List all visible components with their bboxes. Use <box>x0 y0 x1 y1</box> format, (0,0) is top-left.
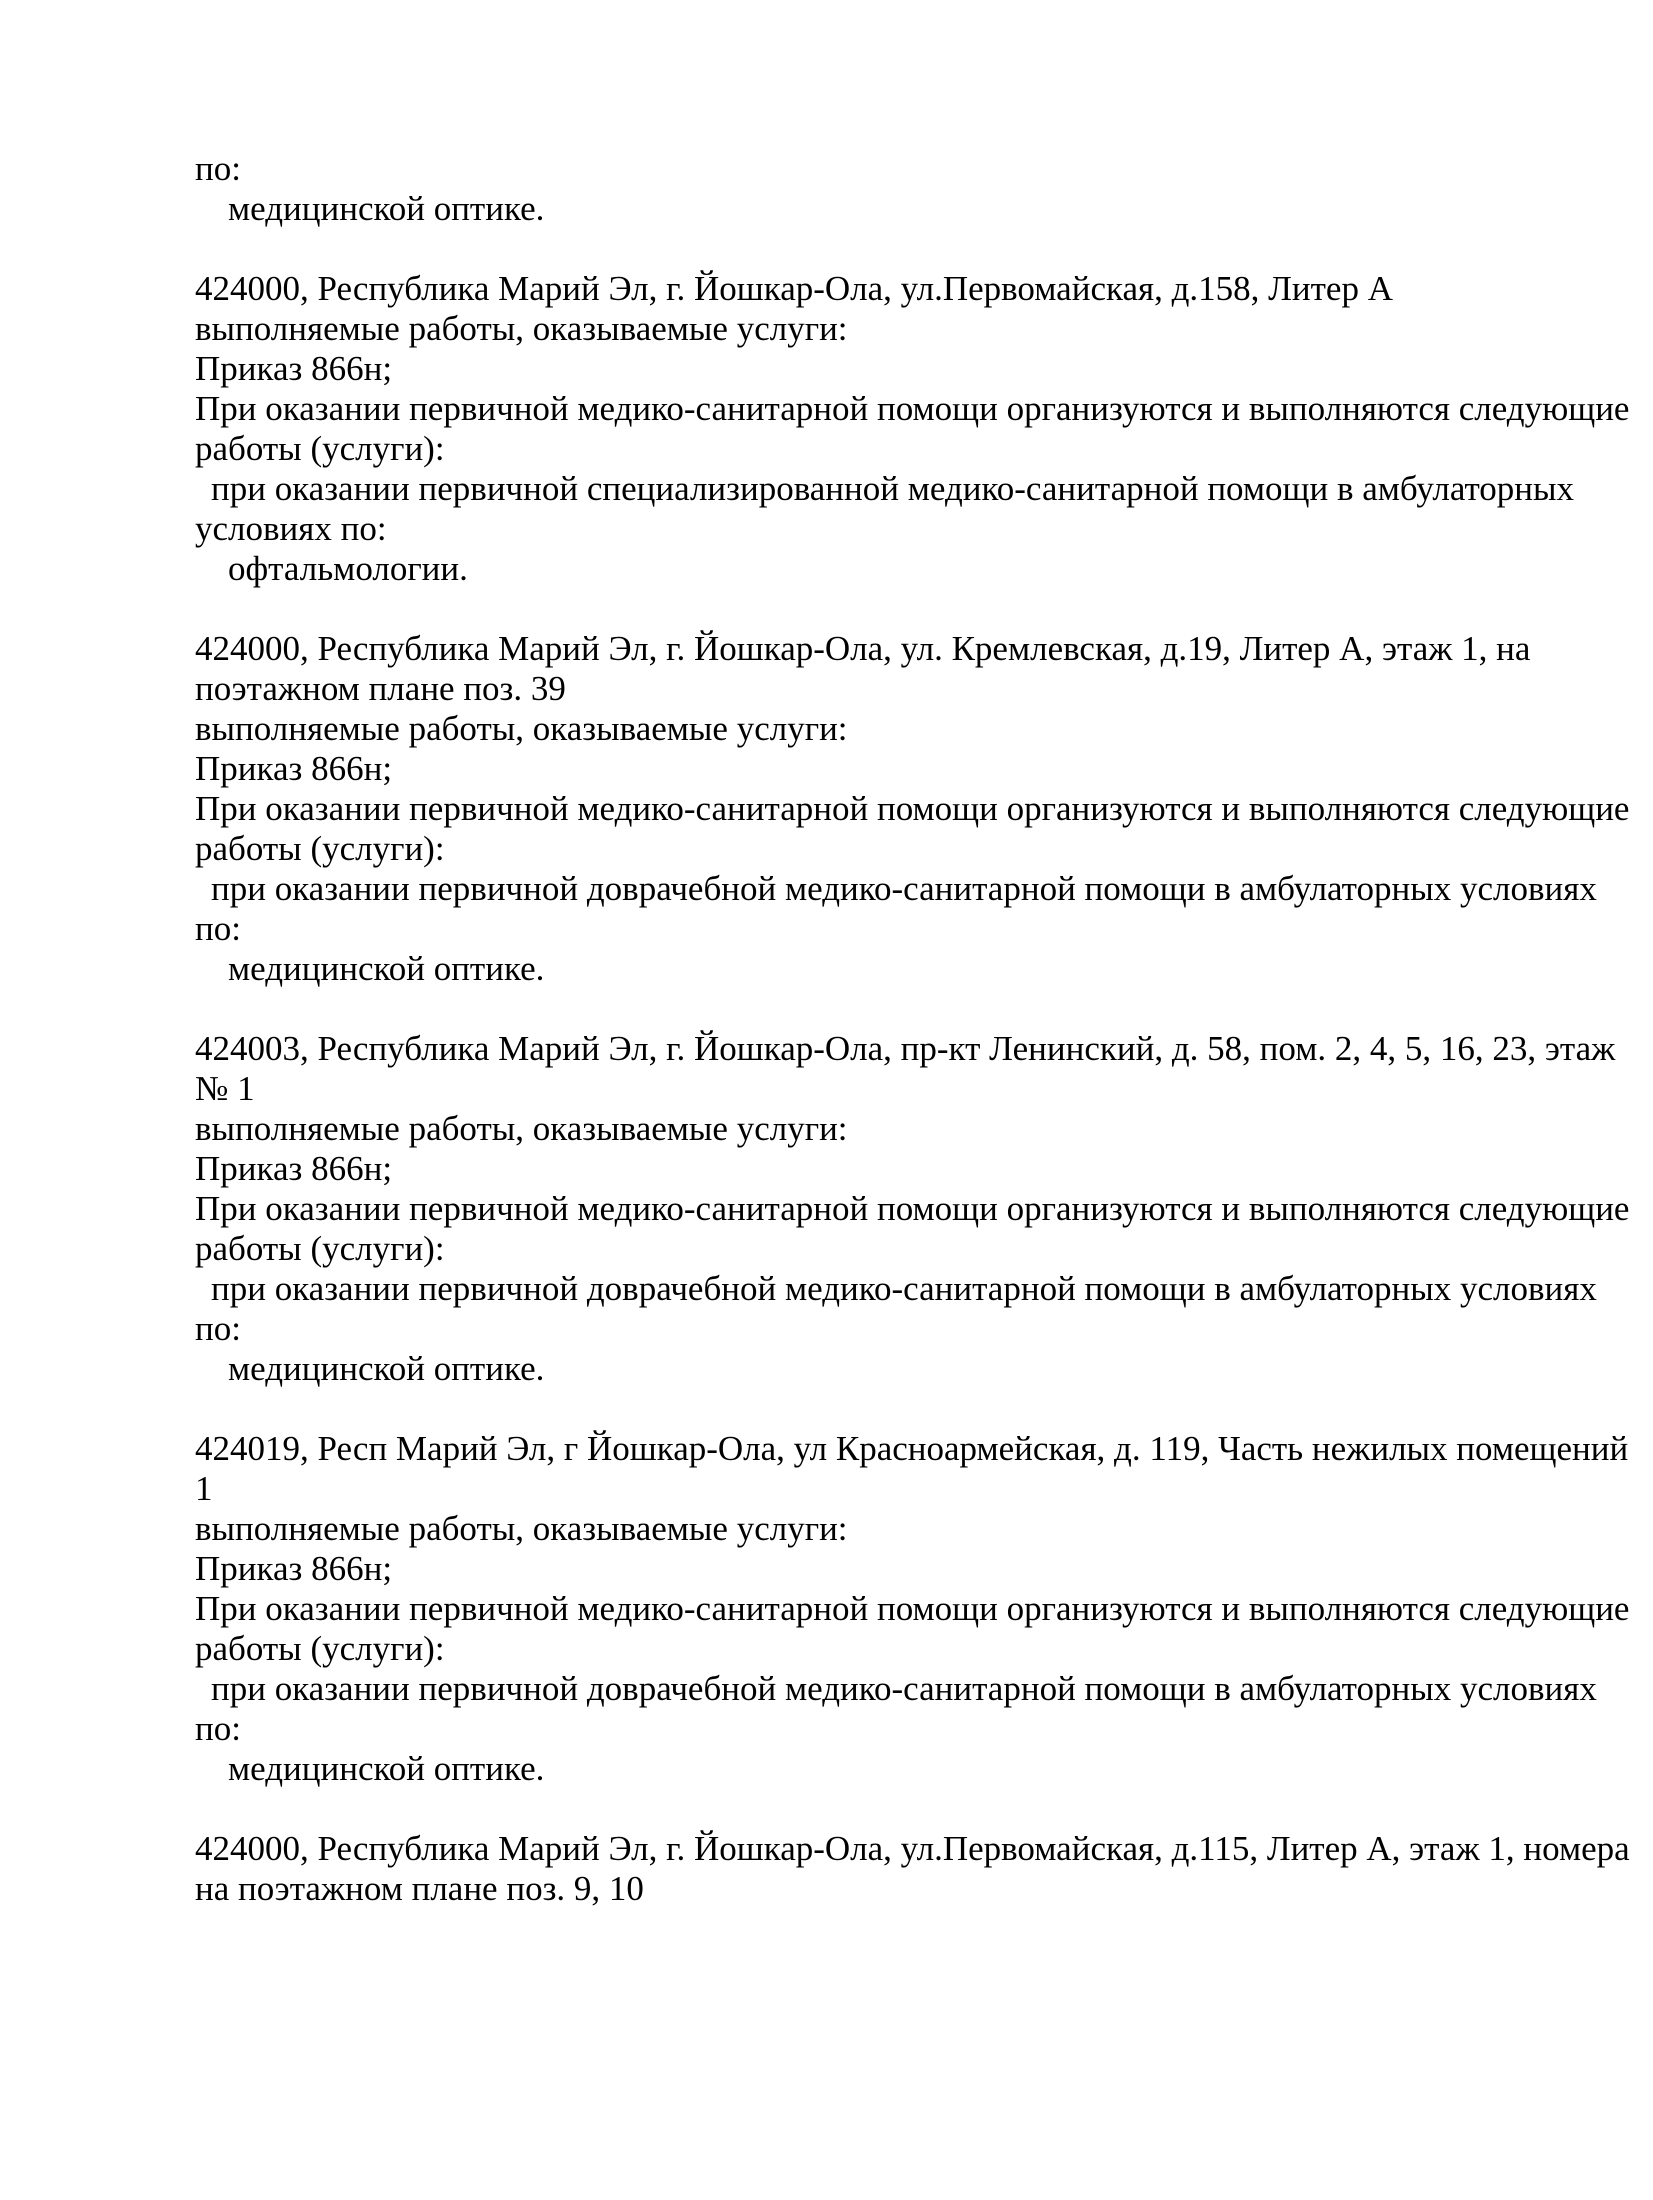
text-line: 424000, Республика Марий Эл, г. Йошкар-Ола, ул.Первомайская, д.115, Литер А, этаж 1, номера <box>195 1829 1630 1868</box>
text-line: При оказании первичной медико-санитарной помощи организуются и выполняются следующие <box>195 1589 1630 1628</box>
paragraph <box>195 629 1630 989</box>
text-line: Приказ 866н; <box>195 749 393 788</box>
text-line: на поэтажном плане поз. 9, 10 <box>195 1869 644 1908</box>
document-text-area <box>195 149 1630 1909</box>
text-line: Приказ 866н; <box>195 349 393 388</box>
text-line: при оказании первичной доврачебной медико-санитарной помощи в амбулаторных условиях <box>211 1269 1597 1308</box>
paragraph <box>195 149 1630 229</box>
text-line: выполняемые работы, оказываемые услуги: <box>195 1109 848 1148</box>
text-line: условиях по: <box>195 509 387 548</box>
text-line: медицинской оптике. <box>228 189 545 228</box>
text-line: офтальмологии. <box>228 549 468 588</box>
paragraph <box>195 1029 1630 1389</box>
text-line: При оказании первичной медико-санитарной помощи организуются и выполняются следующие <box>195 789 1630 828</box>
text-line: выполняемые работы, оказываемые услуги: <box>195 309 848 348</box>
text-line: Приказ 866н; <box>195 1149 393 1188</box>
text-line: по: <box>195 1709 241 1748</box>
text-line: при оказании первичной специализированной медико-санитарной помощи в амбулаторных <box>211 469 1575 508</box>
text-line: при оказании первичной доврачебной медико-санитарной помощи в амбулаторных условиях <box>211 1669 1597 1708</box>
text-line: 424019, Респ Марий Эл, г Йошкар-Ола, ул Красноармейская, д. 119, Часть нежилых помещений <box>195 1429 1629 1468</box>
text-line: медицинской оптике. <box>228 1749 545 1788</box>
text-line: 1 <box>195 1469 213 1508</box>
text-line: При оказании первичной медико-санитарной помощи организуются и выполняются следующие <box>195 1189 1630 1228</box>
paragraph <box>195 1829 1630 1909</box>
text-line: При оказании первичной медико-санитарной помощи организуются и выполняются следующие <box>195 389 1630 428</box>
text-line: работы (услуги): <box>195 1229 445 1268</box>
text-line: работы (услуги): <box>195 429 445 468</box>
text-line: по: <box>195 149 241 188</box>
text-line: поэтажном плане поз. 39 <box>195 669 566 708</box>
text-line: при оказании первичной доврачебной медико-санитарной помощи в амбулаторных условиях <box>211 869 1597 908</box>
text-line: № 1 <box>195 1069 255 1108</box>
text-line: медицинской оптике. <box>228 949 545 988</box>
text-line: Приказ 866н; <box>195 1549 393 1588</box>
text-line: 424000, Республика Марий Эл, г. Йошкар-Ола, ул. Кремлевская, д.19, Литер А, этаж 1, на <box>195 629 1531 668</box>
text-line: 424000, Республика Марий Эл, г. Йошкар-Ола, ул.Первомайская, д.158, Литер А <box>195 269 1393 308</box>
text-line: выполняемые работы, оказываемые услуги: <box>195 1509 848 1548</box>
text-line: работы (услуги): <box>195 1629 445 1668</box>
text-line: 424003, Республика Марий Эл, г. Йошкар-Ола, пр-кт Ленинский, д. 58, пом. 2, 4, 5, 16, 23, этаж <box>195 1029 1616 1068</box>
paragraph <box>195 269 1630 589</box>
text-line: выполняемые работы, оказываемые услуги: <box>195 709 848 748</box>
text-line: по: <box>195 909 241 948</box>
text-line: по: <box>195 1309 241 1348</box>
paragraph <box>195 1429 1630 1789</box>
text-line: медицинской оптике. <box>228 1349 545 1388</box>
text-line: работы (услуги): <box>195 829 445 868</box>
